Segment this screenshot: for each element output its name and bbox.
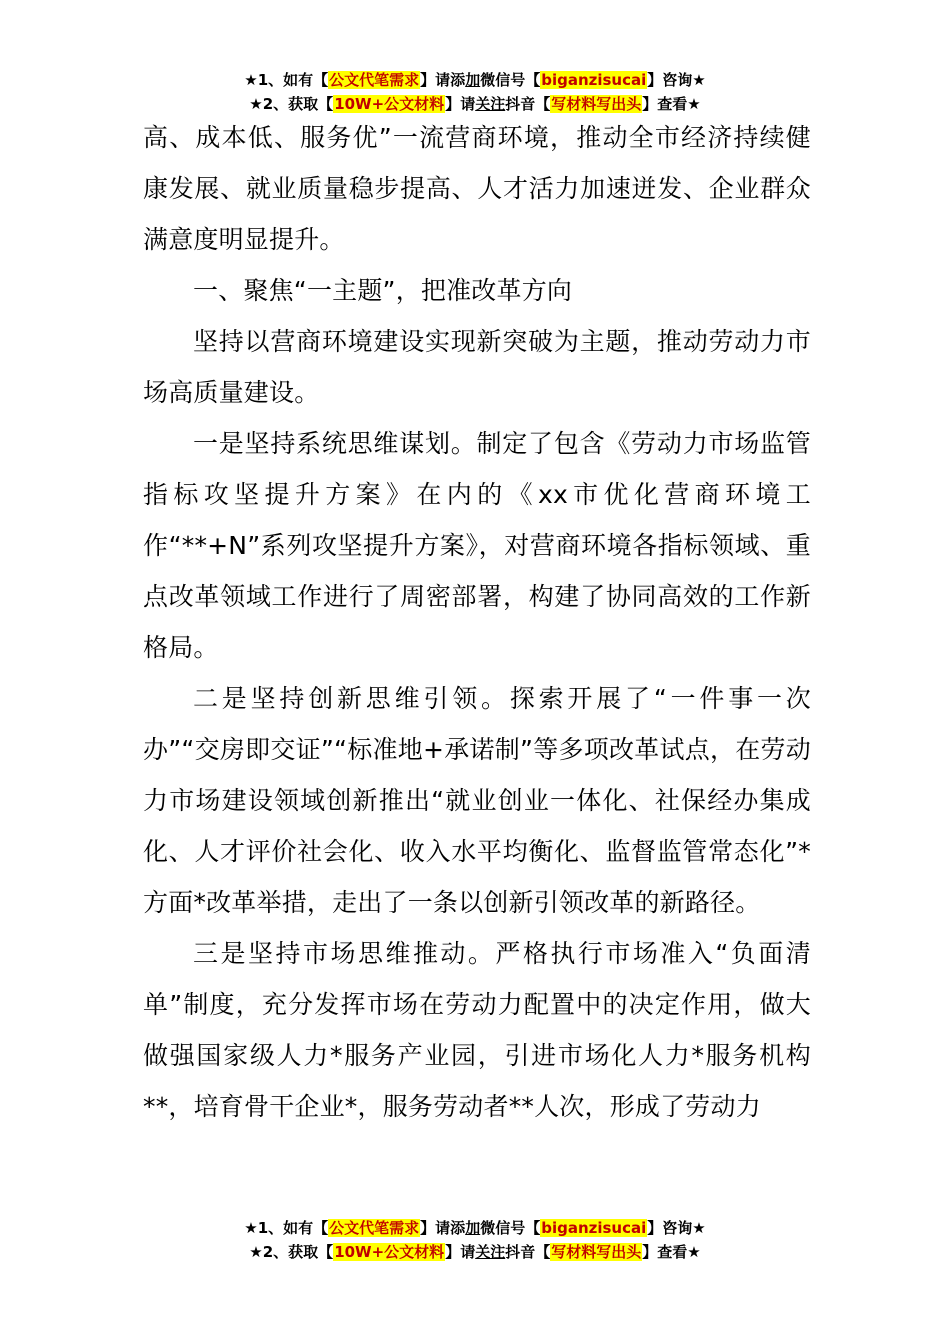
banner-text: 】请添 — [420, 71, 466, 89]
paragraph: 一是坚持系统思维谋划。制定了包含《劳动力市场监管指标攻坚提升方案》在内的《xx市优化营商环境工作“**+N”系列攻坚提升方案》，对营商环境各指标领域、重点改革领域工作进行了周密部署，构建了协同高效的工作新格局。 — [143, 429, 811, 662]
banner-highlight-wechat-id: biganzisucai — [541, 1219, 647, 1237]
paragraph: 二是坚持创新思维引领。探索开展了“一件事一次办”“交房即交证”“标准地+承诺制”等多项改革试点，在劳动力市场建设领域创新推出“就业创业一体化、社保经办集成化、人才评价社会化、收入水平均衡化、监督监管常态化”*方面*改革举措，走出了一条以创新引领改革的新路径。 — [143, 684, 811, 917]
banner-underline-text: 加 — [465, 71, 481, 89]
banner-text: ★1、如有【 — [244, 71, 329, 89]
banner-text: 抖音【 — [505, 95, 551, 113]
banner-text: 抖音【 — [505, 1243, 551, 1261]
banner-text: ★1、如有【 — [244, 1219, 329, 1237]
footer-banner — [0, 1216, 950, 1264]
banner-highlight-materials: 10W+公文材料 — [334, 95, 445, 113]
document-body — [143, 112, 811, 1132]
header-banner — [0, 68, 950, 116]
banner-text: 】咨询★ — [647, 71, 706, 89]
banner-text: 】请 — [445, 95, 476, 113]
banner-text: 】查看★ — [642, 95, 701, 113]
banner-text: 】请添 — [420, 1219, 466, 1237]
banner-text: ★2、获取【 — [249, 95, 334, 113]
banner-highlight-service: 公文代笔需求 — [329, 71, 420, 89]
banner-line-1 — [0, 1216, 950, 1240]
paragraph: 坚持以营商环境建设实现新突破为主题，推动劳动力市场高质量建设。 — [143, 327, 811, 407]
banner-line-2 — [0, 1240, 950, 1264]
paragraph: 三是坚持市场思维推动。严格执行市场准入“负面清单”制度，充分发挥市场在劳动力配置中的决定作用，做大做强国家级人力*服务产业园，引进市场化人力*服务机构**，培育骨干企业*，服务劳动者**人次，形成了劳动力 — [143, 939, 811, 1121]
banner-highlight-douyin: 写材料写出头 — [551, 1243, 642, 1261]
banner-text: ★2、获取【 — [249, 1243, 334, 1261]
banner-highlight-service: 公文代笔需求 — [329, 1219, 420, 1237]
banner-text: 微信号【 — [480, 71, 541, 89]
banner-text: 】请 — [445, 1243, 476, 1261]
banner-highlight-douyin: 写材料写出头 — [551, 95, 642, 113]
banner-text: 】咨询★ — [647, 1219, 706, 1237]
banner-underline-text: 加 — [465, 1219, 481, 1237]
banner-text: 】查看★ — [642, 1243, 701, 1261]
banner-highlight-materials: 10W+公文材料 — [334, 1243, 445, 1261]
banner-underline-text: 关注 — [475, 1243, 506, 1261]
banner-underline-text: 关注 — [475, 95, 506, 113]
banner-line-1 — [0, 68, 950, 92]
paragraph: 高、成本低、服务优”一流营商环境，推动全市经济持续健康发展、就业质量稳步提高、人才活力加速迸发、企业群众满意度明显提升。 — [143, 123, 811, 254]
banner-highlight-wechat-id: biganzisucai — [541, 71, 647, 89]
section-heading: 一、聚焦“一主题”，把准改革方向 — [193, 276, 573, 305]
banner-text: 微信号【 — [480, 1219, 541, 1237]
